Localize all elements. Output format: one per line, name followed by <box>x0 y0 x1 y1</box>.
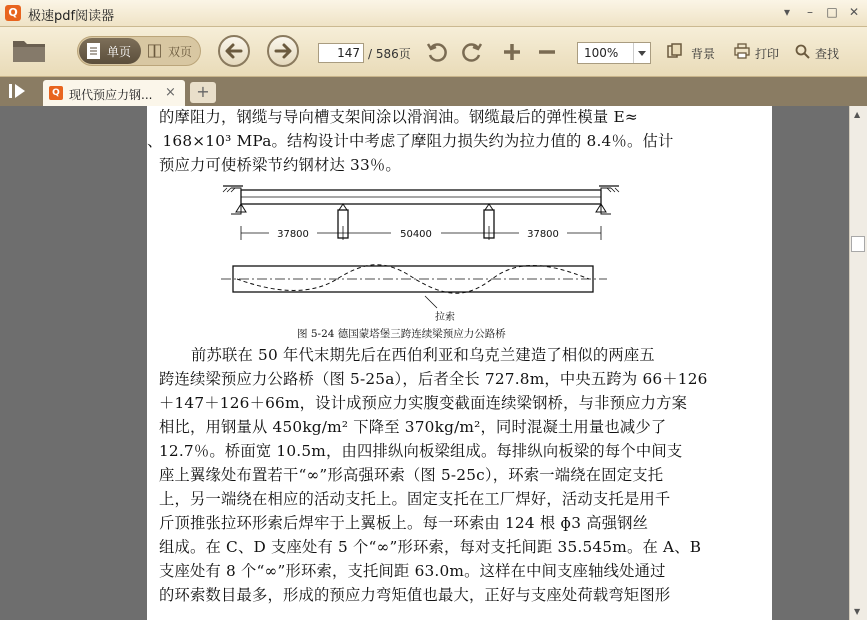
minimize-button[interactable]: – <box>807 5 813 19</box>
document-tab[interactable] <box>43 80 185 106</box>
tab-bar <box>0 77 867 106</box>
text-line: 支座处有 8 个“∞”形环索，支托间距 63.0m。这样在中间支座轴线处通过 <box>159 562 666 580</box>
text-line: 斤顶推张拉环形索后焊牢于上翼板上。每一环索由 124 根 ɸ3 高强钢丝 <box>159 514 649 532</box>
app-logo-icon: Q <box>5 5 21 21</box>
text-line: 跨连续梁预应力公路桥（图 5-25a），后者全长 727.8m，中央五跨为 66＋126 <box>159 370 708 388</box>
search-icon <box>795 44 810 59</box>
toolbar <box>0 27 867 77</box>
cable-label: 拉索 <box>435 312 455 323</box>
open-folder-icon[interactable] <box>12 37 46 63</box>
text-line: 组成。在 C、D 支座处有 5 个“∞”形环索，每对支托间距 35.545m。在 A、B <box>159 538 702 556</box>
span-dimension-1: 37800 <box>277 229 309 240</box>
text-line: 预应力可使桥梁节约钢材达 33％。 <box>159 156 401 174</box>
tab-title: 现代预应力钢... <box>69 88 153 102</box>
print-button[interactable]: 打印 <box>755 47 780 61</box>
background-icon <box>667 43 683 59</box>
pdf-page <box>147 106 772 620</box>
single-page-button[interactable] <box>79 38 141 64</box>
maximize-button[interactable]: □ <box>826 5 838 19</box>
page-number-input[interactable]: 147 <box>318 43 364 63</box>
text-line: 相比，用钢量从 450kg/m² 下降至 370kg/m²，同时混凝土用量也减少了 <box>159 418 667 436</box>
single-page-label: 单页 <box>107 45 132 59</box>
rotate-right-icon[interactable] <box>460 40 484 64</box>
background-button[interactable]: 背景 <box>691 47 716 61</box>
text-line: ＋147＋126＋66m，设计成预应力实腹变截面连续梁钢桥，与非预应力方案 <box>159 394 688 412</box>
search-button[interactable]: 查找 <box>815 47 840 61</box>
window-menu-button[interactable]: ▾ <box>783 5 791 19</box>
text-line: 的摩阻力，钢缆与导向槽支架间涂以滑润油。钢缆最后的弹性模量 E≈ <box>159 108 638 126</box>
page-total: / 586页 <box>368 47 411 61</box>
close-window-button[interactable]: ✕ <box>848 5 860 19</box>
span-dimension-3: 37800 <box>527 229 559 240</box>
zoom-in-icon[interactable] <box>500 40 524 64</box>
zoom-select[interactable] <box>577 42 651 64</box>
document-viewer[interactable] <box>0 106 849 620</box>
app-title: 极速pdf阅读器 <box>28 9 115 24</box>
bridge-diagram-figure <box>217 178 637 348</box>
scroll-up-icon[interactable]: ▲ <box>854 110 861 119</box>
zoom-value: 100% <box>584 46 619 60</box>
double-page-label: 双页 <box>168 45 193 59</box>
figure-caption: 图 5-24 德国蒙塔堡三跨连续梁预应力公路桥 <box>297 328 506 340</box>
double-page-button[interactable] <box>142 38 200 64</box>
rotate-left-icon[interactable] <box>425 40 449 64</box>
pdf-document-icon: Q <box>49 86 63 100</box>
double-page-icon <box>148 43 161 59</box>
next-page-button[interactable] <box>267 35 299 67</box>
chevron-down-icon <box>633 43 650 63</box>
single-page-icon <box>87 43 100 59</box>
text-line: 座上翼缘处布置若干“∞”形高强环索（图 5-25c），环索一端绕在固定支托 <box>159 466 664 484</box>
text-line: 12.7％。桥面宽 10.5m，由四排纵向板梁组成。每排纵向板梁的每个中间支 <box>159 442 683 460</box>
text-line: 前苏联在 50 年代末期先后在西伯利亚和乌克兰建造了相似的两座五 <box>191 346 655 364</box>
page-mode-toggle <box>77 36 201 66</box>
text-line: 的环索数目最多，形成的预应力弯矩值也最大，正好与支座处荷载弯矩图形 <box>159 586 671 604</box>
new-tab-button[interactable]: + <box>190 82 216 103</box>
arrow-right-icon <box>269 37 297 65</box>
scroll-down-icon[interactable]: ▼ <box>854 607 861 616</box>
span-dimension-2: 50400 <box>400 229 432 240</box>
text-line: 上，另一端绕在相应的活动支托上。固定支托在工厂焊好，活动支托是用千 <box>159 490 671 508</box>
text-line: 、168×10³ MPa。结构设计中考虑了摩阻力损失约为拉力值的 8.4％。估计 <box>147 132 674 150</box>
sidebar-toggle-icon[interactable] <box>9 84 27 98</box>
zoom-out-icon[interactable] <box>535 40 559 64</box>
arrow-left-icon <box>220 37 248 65</box>
previous-page-button[interactable] <box>218 35 250 67</box>
vertical-scrollbar[interactable] <box>849 106 867 620</box>
title-bar <box>0 0 867 27</box>
close-tab-icon[interactable]: × <box>165 85 176 100</box>
printer-icon <box>734 43 750 59</box>
scroll-thumb[interactable] <box>851 236 865 252</box>
